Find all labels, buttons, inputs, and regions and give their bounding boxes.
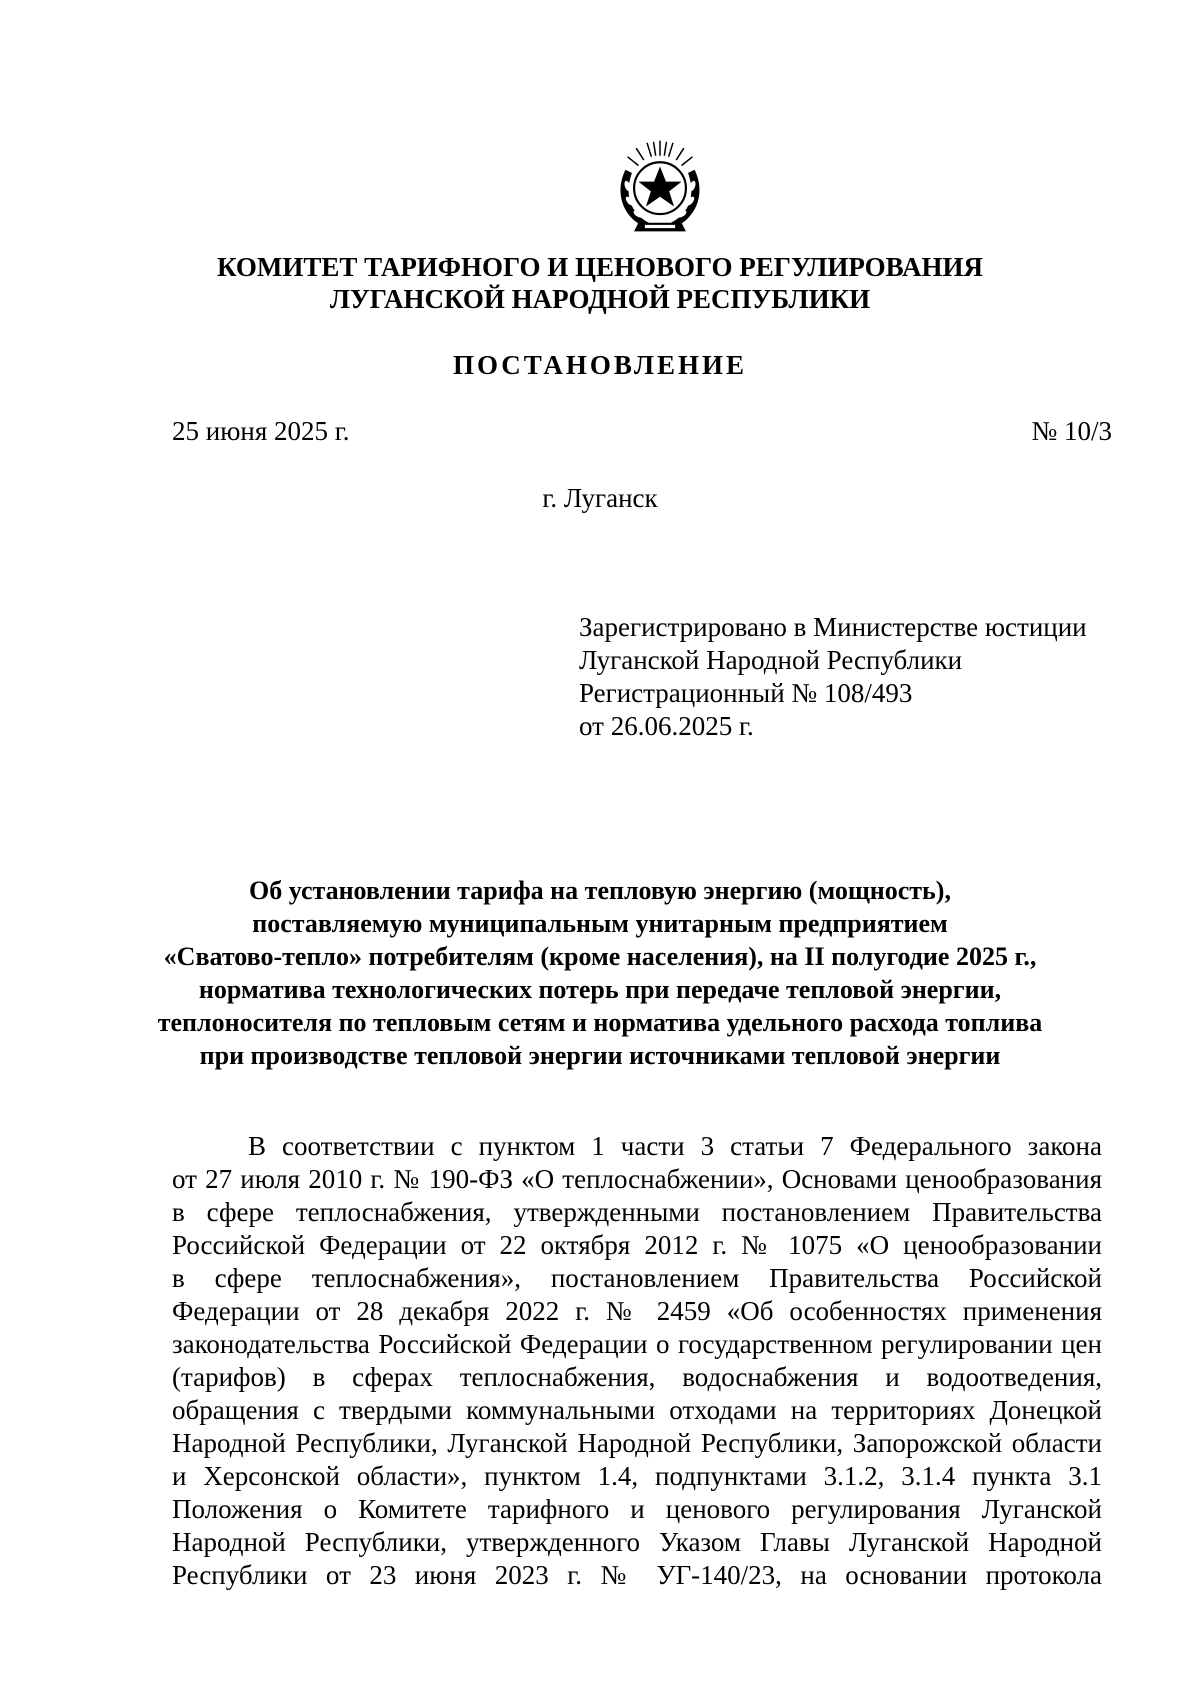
registration-line: от 26.06.2025 г. — [579, 711, 754, 741]
body-line: Народной Республики, Луганской Народной Республики, Запорожской области — [172, 1428, 1102, 1458]
body-line: в сфере теплоснабжения, утвержденными постановлением Правительства — [172, 1197, 1102, 1227]
organization-line-2: ЛУГАНСКОЙ НАРОДНОЙ РЕСПУБЛИКИ — [329, 284, 871, 314]
registration-line: Зарегистрировано в Министерстве юстиции — [579, 612, 1087, 642]
body-line: обращения с твердыми коммунальными отходами на территориях Донецкой — [172, 1395, 1102, 1425]
body-line: от 27 июля 2010 г. № 190-ФЗ «О теплоснабжении», Основами ценообразования — [172, 1164, 1102, 1194]
state-emblem-icon — [606, 132, 714, 240]
registration-stamp — [579, 611, 1087, 743]
title-line: «Сватово-тепло» потребителям (кроме населения), на II полугодие 2025 г., — [163, 942, 1037, 971]
organization-line-1: КОМИТЕТ ТАРИФНОГО И ЦЕНОВОГО РЕГУЛИРОВАНИЯ — [216, 252, 983, 282]
body-line: (тарифов) в сферах теплоснабжения, водоснабжения и водоотведения, — [172, 1362, 1102, 1392]
body-line: и Херсонской области», пунктом 1.4, подпунктами 3.1.2, 3.1.4 пункта 3.1 — [172, 1461, 1102, 1491]
body-line: Народной Республики, утвержденного Указом Главы Луганской Народной — [172, 1527, 1102, 1557]
body-line: Российской Федерации от 22 октября 2012 г. № 1075 «О ценообразовании — [172, 1230, 1102, 1260]
registration-line: Регистрационный № 108/493 — [579, 678, 913, 708]
body-line: в сфере теплоснабжения», постановлением Правительства Российской — [172, 1263, 1102, 1293]
title-line: норматива технологических потерь при передаче тепловой энергии, — [198, 975, 1002, 1004]
body-paragraph — [172, 1130, 1102, 1592]
body-line: Федерации от 28 декабря 2022 г. № 2459 «Об особенностях применения — [172, 1296, 1102, 1326]
body-line: законодательства Российской Федерации о государственном регулировании цен — [172, 1329, 1102, 1359]
document-title — [0, 874, 1200, 1072]
title-line: поставляемую муниципальным унитарным предприятием — [252, 909, 948, 938]
registration-line: Луганской Народной Республики — [579, 645, 963, 675]
document-city: г. Луганск — [542, 483, 658, 513]
title-line: Об установлении тарифа на тепловую энергию (мощность), — [249, 876, 951, 905]
title-line: теплоносителя по тепловым сетям и норматива удельного расхода топлива — [157, 1008, 1043, 1037]
document-type: ПОСТАНОВЛЕНИЕ — [452, 350, 748, 380]
organization-name — [0, 251, 1200, 315]
body-line: В соответствии с пунктом 1 части 3 статьи 7 Федерального закона — [248, 1131, 1102, 1161]
body-line: Республики от 23 июня 2023 г. № УГ-140/23, на основании протокола — [172, 1560, 1102, 1590]
body-line: Положения о Комитете тарифного и ценового регулирования Луганской — [172, 1494, 1102, 1524]
document-date: 25 июня 2025 г. — [172, 416, 350, 446]
document-number: № 10/3 — [1031, 416, 1112, 446]
title-line: при производстве тепловой энергии источниками тепловой энергии — [199, 1041, 1001, 1070]
